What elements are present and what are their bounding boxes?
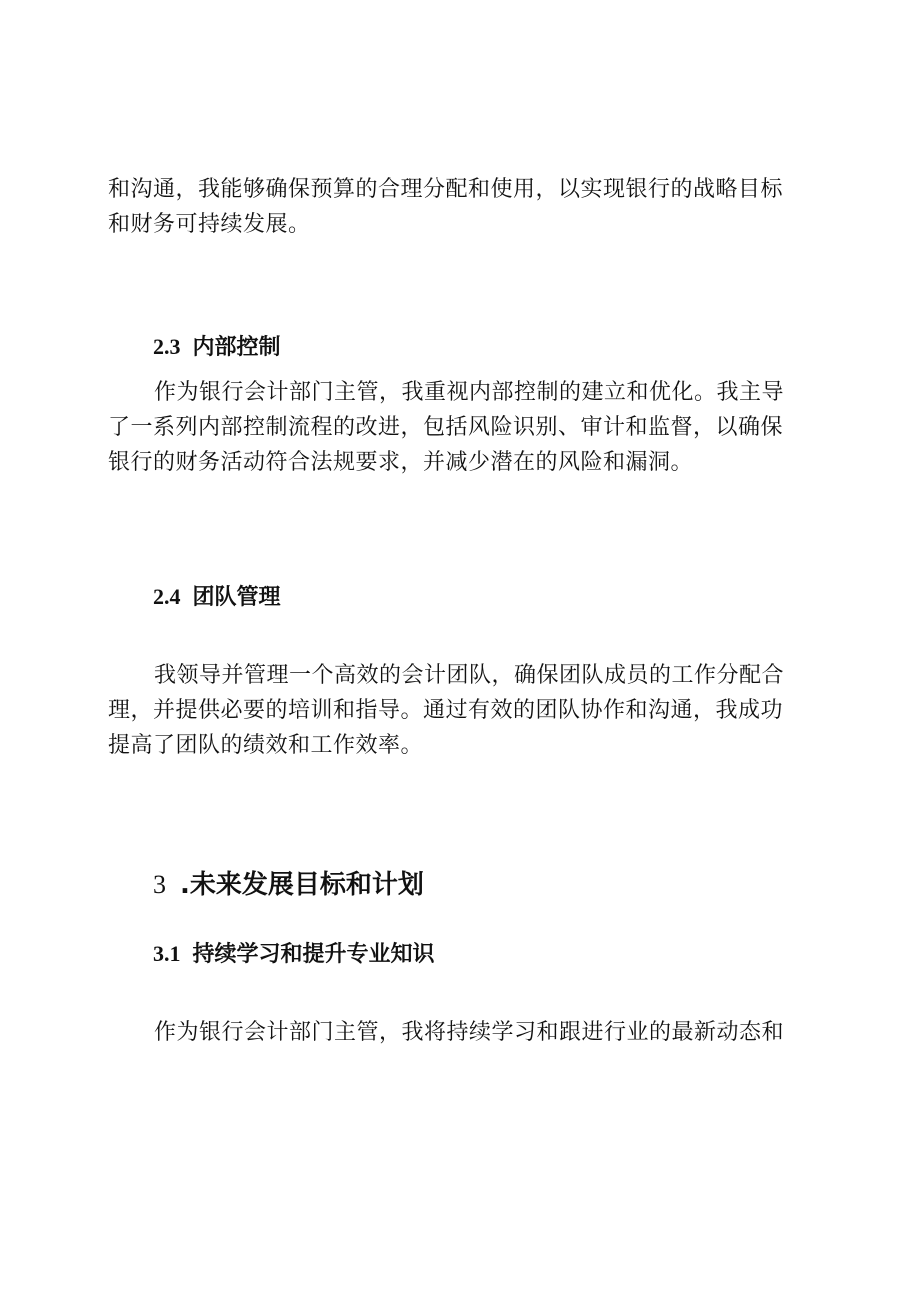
text-line: 提高了团队的绩效和工作效率。 [108,733,424,758]
section-heading-2-4 [153,580,281,611]
text-line: 了一系列内部控制流程的改进，包括风险识别、审计和监督，以确保 [108,415,784,440]
text-line: 作为银行会计部门主管，我将持续学习和跟进行业的最新动态和 [154,1020,785,1045]
section-heading-3-1 [153,937,435,968]
text-line: 银行的财务活动符合法规要求，并减少潜在的风险和漏洞。 [108,450,694,475]
text-line: 作为银行会计部门主管，我重视内部控制的建立和优化。我主导 [154,380,785,405]
section-number: 3.1 [153,941,181,966]
chapter-heading-3 [153,864,424,901]
section-title: 内部控制 [192,335,281,360]
paragraph-team-management [108,658,812,763]
paragraph-internal-control [108,375,812,480]
section-number: 2.4 [153,584,181,609]
text-line: 和沟通，我能够确保预算的合理分配和使用，以实现银行的战略目标 [108,177,784,202]
section-title: 团队管理 [192,585,281,610]
section-heading-2-3 [153,330,281,361]
text-line: 和财务可持续发展。 [108,212,311,237]
section-title: 持续学习和提升专业知识 [192,942,435,967]
paragraph-budget-continuation [108,172,812,242]
paragraph-continuous-learning [108,1015,812,1050]
section-title: .未来发展目标和计划 [180,870,424,900]
text-line: 理，并提供必要的培训和指导。通过有效的团队协作和沟通，我成功 [108,698,784,723]
text-line: 我领导并管理一个高效的会计团队，确保团队成员的工作分配合 [154,663,785,688]
section-number: 3 [153,870,166,899]
section-number: 2.3 [153,334,181,359]
